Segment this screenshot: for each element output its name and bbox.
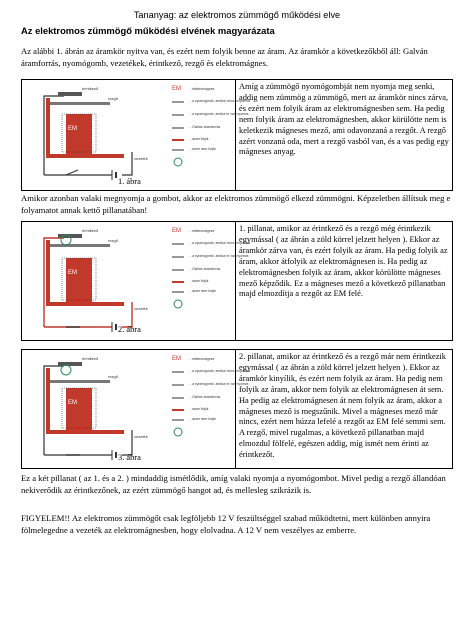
label-b-3: érintkező: [82, 356, 99, 361]
buzzer-diagram-1: [22, 80, 250, 190]
em-core-label: EM: [68, 126, 77, 132]
legend-em: EM: [172, 228, 181, 234]
legend-item-2: - a nyomógomb, amikor nincs lenyomva: [190, 369, 250, 373]
page-title: Tananyag: az elektromos zümmögő működési elve: [133, 10, 341, 20]
panel-text-1: Amíg a zümmögő nyomógombját nem nyomja meg senki, addig nem zümmög a zümmögő, mert az áramkör nincs zárva, és ezért nem folyik áram az elektromágnesben sem. Ha pedig nem folyik áram az elektromágnesben, akkor körülötte nem is keletkezik mágneses mező, ami odavonzaná a rezgőt. A rezgő azért vonzaná oda, mert a rezgő vasból van, és a vas pedig egy mágneses anyag.: [239, 82, 449, 157]
em-core-label: EM: [68, 270, 77, 276]
label-c-1: vezeték: [134, 156, 148, 161]
legend-item-3: - a nyomógomb, amikor le van nyomva: [190, 112, 249, 116]
legend-em: EM: [172, 86, 181, 92]
label-b-1: érintkező: [82, 86, 99, 91]
buzzer-diagram-3: [22, 350, 250, 468]
label-c-2: vezeték: [134, 306, 148, 311]
panel-text-2: 1. pillanat, amikor az érintkező és a rezgő még érintkezik egymással ( az ábrán a zöld körrel jelzett helyen ). Ekkor az áramkör zárva van, és ezért folyik az áram. Ha pedig folyik az áram, akkor átfolyik az elektromágnesen is. Ha pedig az elektromágnesben folyik az áram, akkor körülötte mágneses mező képződik. Ez a mágneses mező a következő pillanatban majd elmozdítja a rezgőt az EM felé.: [239, 224, 448, 299]
figure-caption-2: 2. ábra: [118, 325, 141, 334]
middle-paragraph: Amikor azonban valaki megnyomja a gombot, akkor az elektromos zümmögő elkezd zümmögni. Képzeletben állítsuk meg e folyamatot annak kettő pillanatában!: [21, 193, 451, 215]
legend-em: EM: [172, 356, 181, 362]
warning-paragraph: FIGYELEM!! Az elektromos zümmögőt csak legföljebb 12 V feszültséggel szabad működtetni, mert különben annyira fölmelegedne a vezeték az elektromágnesben, hogy elolvadna. A 12 V nem veszélyes az emberre.: [21, 513, 431, 535]
legend-item-2: - a nyomógomb, amikor nincs lenyomva: [190, 99, 250, 103]
legend-item-5: - áram folyik: [190, 279, 209, 283]
legend-item-4: - Galván áramforrás: [190, 125, 221, 129]
label-c-3: vezeték: [134, 434, 148, 439]
legend-item-1: - elektromágnes: [190, 229, 215, 233]
em-core-label: EM: [68, 400, 77, 406]
figure-caption-1: 1. ábra: [118, 177, 141, 186]
legend-item-6: - áram nem folyik: [190, 417, 217, 421]
legend-item-5: - áram folyik: [190, 137, 209, 141]
legend-item-1: - elektromágnes: [190, 357, 215, 361]
legend-item-1: - elektromágnes: [190, 87, 215, 91]
buzzer-diagram-2: [22, 222, 250, 340]
figure-caption-3: 3. ábra: [118, 453, 141, 462]
figure-panel-2: [21, 221, 453, 341]
legend-item-5: - áram folyik: [190, 407, 209, 411]
figure-3: [22, 350, 250, 468]
figure-panel-1: [21, 79, 453, 191]
figure-2: [22, 222, 250, 340]
outro-paragraph: Ez a két pillanat ( az 1. és a 2. ) mindaddig ismétlődik, amíg valaki nyomja a nyomógombot. Mivel pedig a rezgő állandóan nekiverődik az érintkezőnek, az ezért zümmögő hangot ad, és mellesleg szikrázik is.: [21, 473, 446, 495]
legend-item-6: - áram nem folyik: [190, 147, 217, 151]
label-b-2: érintkező: [82, 228, 99, 233]
label-a-2: rezgő: [108, 238, 119, 243]
label-a-1: rezgő: [108, 96, 119, 101]
figure-1: [22, 80, 250, 190]
legend-item-6: - áram nem folyik: [190, 289, 217, 293]
legend-item-4: - Galván áramforrás: [190, 395, 221, 399]
legend-item-3: - a nyomógomb, amikor le van nyomva: [190, 382, 249, 386]
legend-item-4: - Galván áramforrás: [190, 267, 221, 271]
panel-text-3: 2. pillanat, amikor az érintkező és a rezgő már nem érintkezik egymással ( az ábrán a zöld körrel jelzett helyen ). Ekkor az áramkör kinyílik, és ezért nem folyik az áram. Ha pedig nem folyik az áram, akkor nem folyik az elektromágnesen át sem. Ha pedig az elektromágnesen át nem folyik az áram, akkor a mágneses mező is megszűnik. Mivel a mágneses mező már nincs, ezért nem húzza lefelé a rezgőt az EM felé semmi sem. A rezgő, mivel rugalmas, a következő pillanatban majd elmozdul fölfelé, egészen addig, míg ismét nem érinti az érintkezőt.: [239, 352, 446, 460]
label-a-3: rezgő: [108, 374, 119, 379]
intro-paragraph: Az alábbi 1. ábrán az áramkör nyitva van, és ezért nem folyik benne az áram. Az áramkör a következőkből áll: Galván áramforrás, nyomógomb, vezetékek, érintkező, rezgő és elektromágnes.: [21, 46, 428, 68]
legend-item-3: - a nyomógomb, amikor le van nyomva: [190, 254, 249, 258]
page-subtitle: Az elektromos zümmögő működési elvének magyarázata: [21, 25, 275, 36]
legend-item-2: - a nyomógomb, amikor nincs lenyomva: [190, 241, 250, 245]
figure-panel-3: [21, 349, 453, 469]
